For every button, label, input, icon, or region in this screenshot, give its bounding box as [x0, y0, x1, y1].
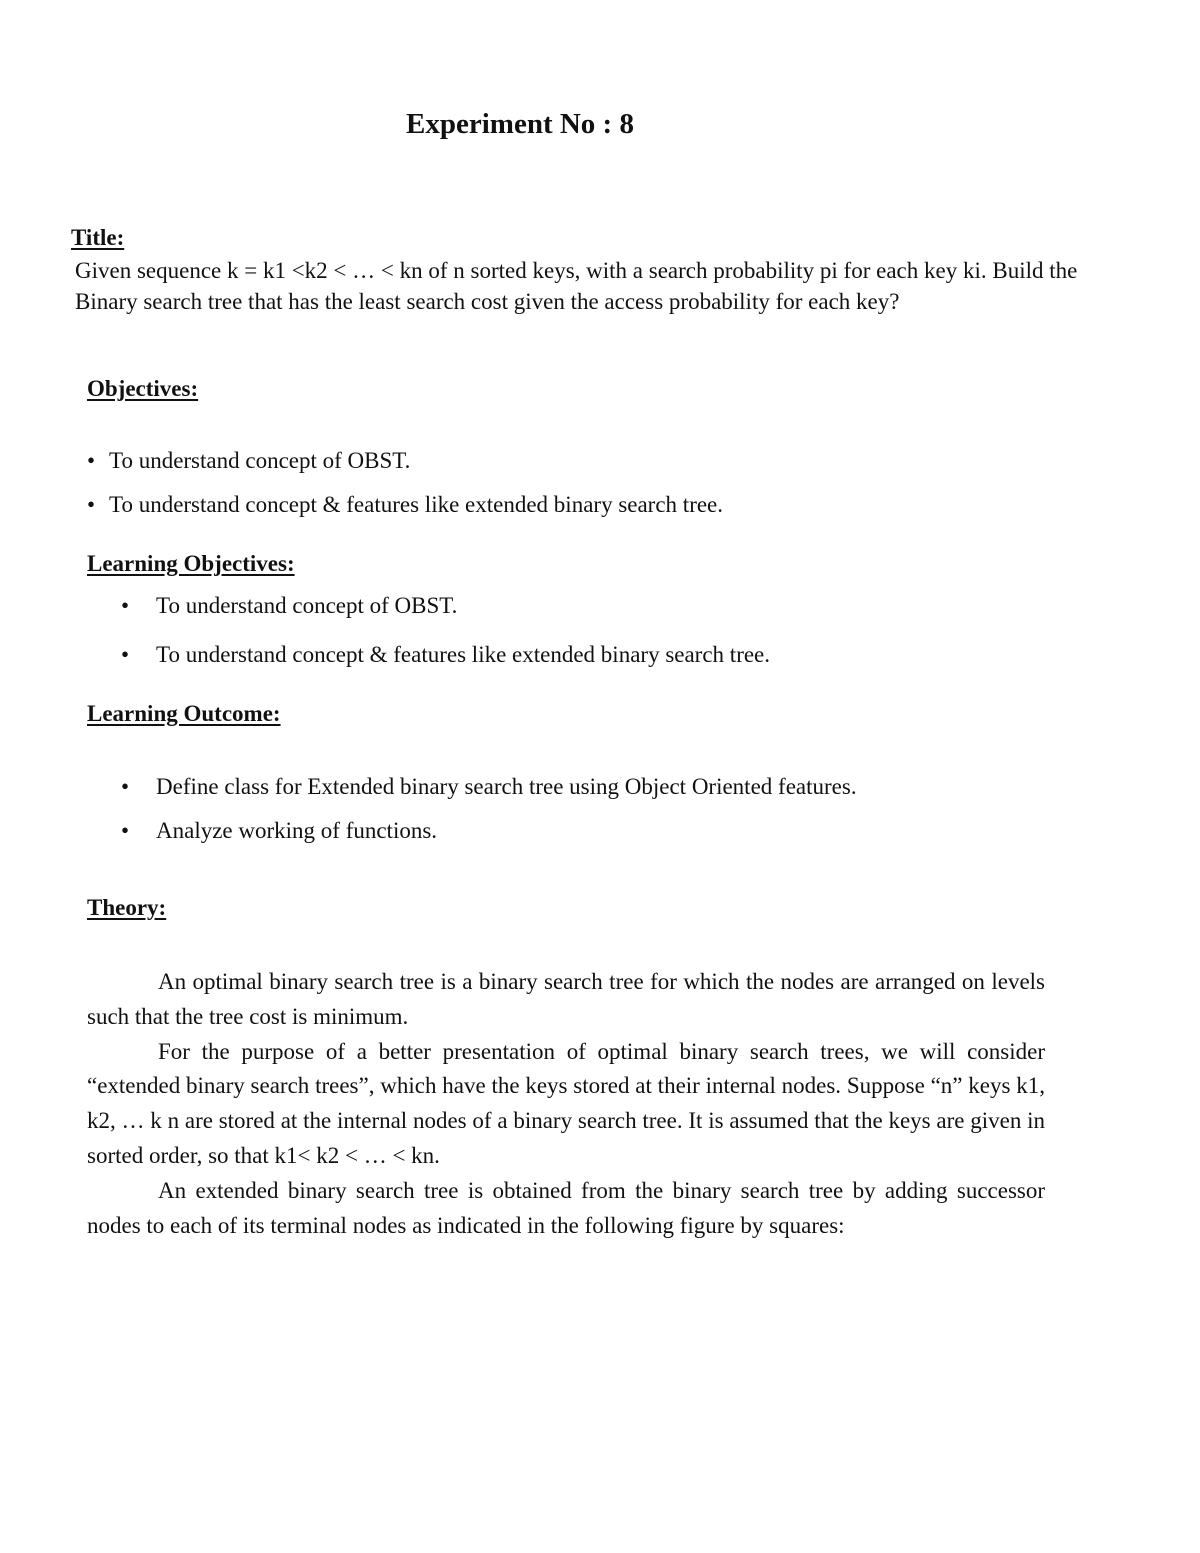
- learning-outcome-text: Analyze working of functions.: [156, 818, 438, 843]
- learning-objective-text: To understand concept & features like extended binary search tree.: [156, 642, 771, 667]
- theory-paragraph: An extended binary search tree is obtained from the binary search tree by adding successor nodes to each of its terminal nodes as indicated in the following figure by squares:: [87, 1177, 1045, 1238]
- bullet-icon: •: [121, 774, 130, 799]
- list-item: [87, 492, 723, 536]
- objective-text: To understand concept of OBST.: [109, 448, 411, 473]
- learning-outcome-list: [121, 774, 857, 862]
- learning-objective-text: To understand concept of OBST.: [156, 593, 458, 618]
- list-item: [121, 642, 770, 691]
- theory-heading: Theory:: [87, 895, 167, 920]
- learning-outcome-text: Define class for Extended binary search tree using Object Oriented features.: [156, 774, 857, 799]
- learning-outcome-heading: Learning Outcome:: [87, 701, 281, 726]
- bullet-icon: •: [87, 448, 96, 473]
- list-item: [87, 448, 723, 492]
- bullet-icon: •: [121, 642, 130, 667]
- list-item: [121, 774, 857, 818]
- objective-text: To understand concept & features like extended binary search tree.: [109, 492, 724, 517]
- experiment-title: Experiment No : 8: [406, 108, 634, 140]
- learning-objectives-list: [121, 593, 770, 691]
- theory-paragraph: For the purpose of a better presentation of optimal binary search trees, we will consider “extended binary search trees”, which have the keys stored at their internal nodes. Suppose “n” keys k1, k2, … k n are stored at the internal nodes of a binary search tree. It is assumed that the keys are given in sorted order, so that k1< k2 < … < kn.: [87, 1038, 1045, 1168]
- title-heading: Title:: [71, 225, 125, 250]
- title-text: Given sequence k = k1 <k2 < … < kn of n sorted keys, with a search probability pi for each key ki. Build the Binary search tree that has the least search cost given the access probability for each key?: [75, 258, 1078, 314]
- objectives-heading: Objectives:: [87, 376, 199, 401]
- list-item: [121, 818, 857, 862]
- learning-objectives-heading: Learning Objectives:: [87, 551, 295, 576]
- theory-body: [87, 965, 1045, 1243]
- objectives-list: [87, 448, 723, 536]
- bullet-icon: •: [121, 818, 130, 843]
- bullet-icon: •: [121, 593, 130, 618]
- theory-paragraph: An optimal binary search tree is a binary search tree for which the nodes are arranged on levels such that the tree cost is minimum.: [87, 969, 1045, 1029]
- list-item: [121, 593, 770, 642]
- bullet-icon: •: [87, 492, 96, 517]
